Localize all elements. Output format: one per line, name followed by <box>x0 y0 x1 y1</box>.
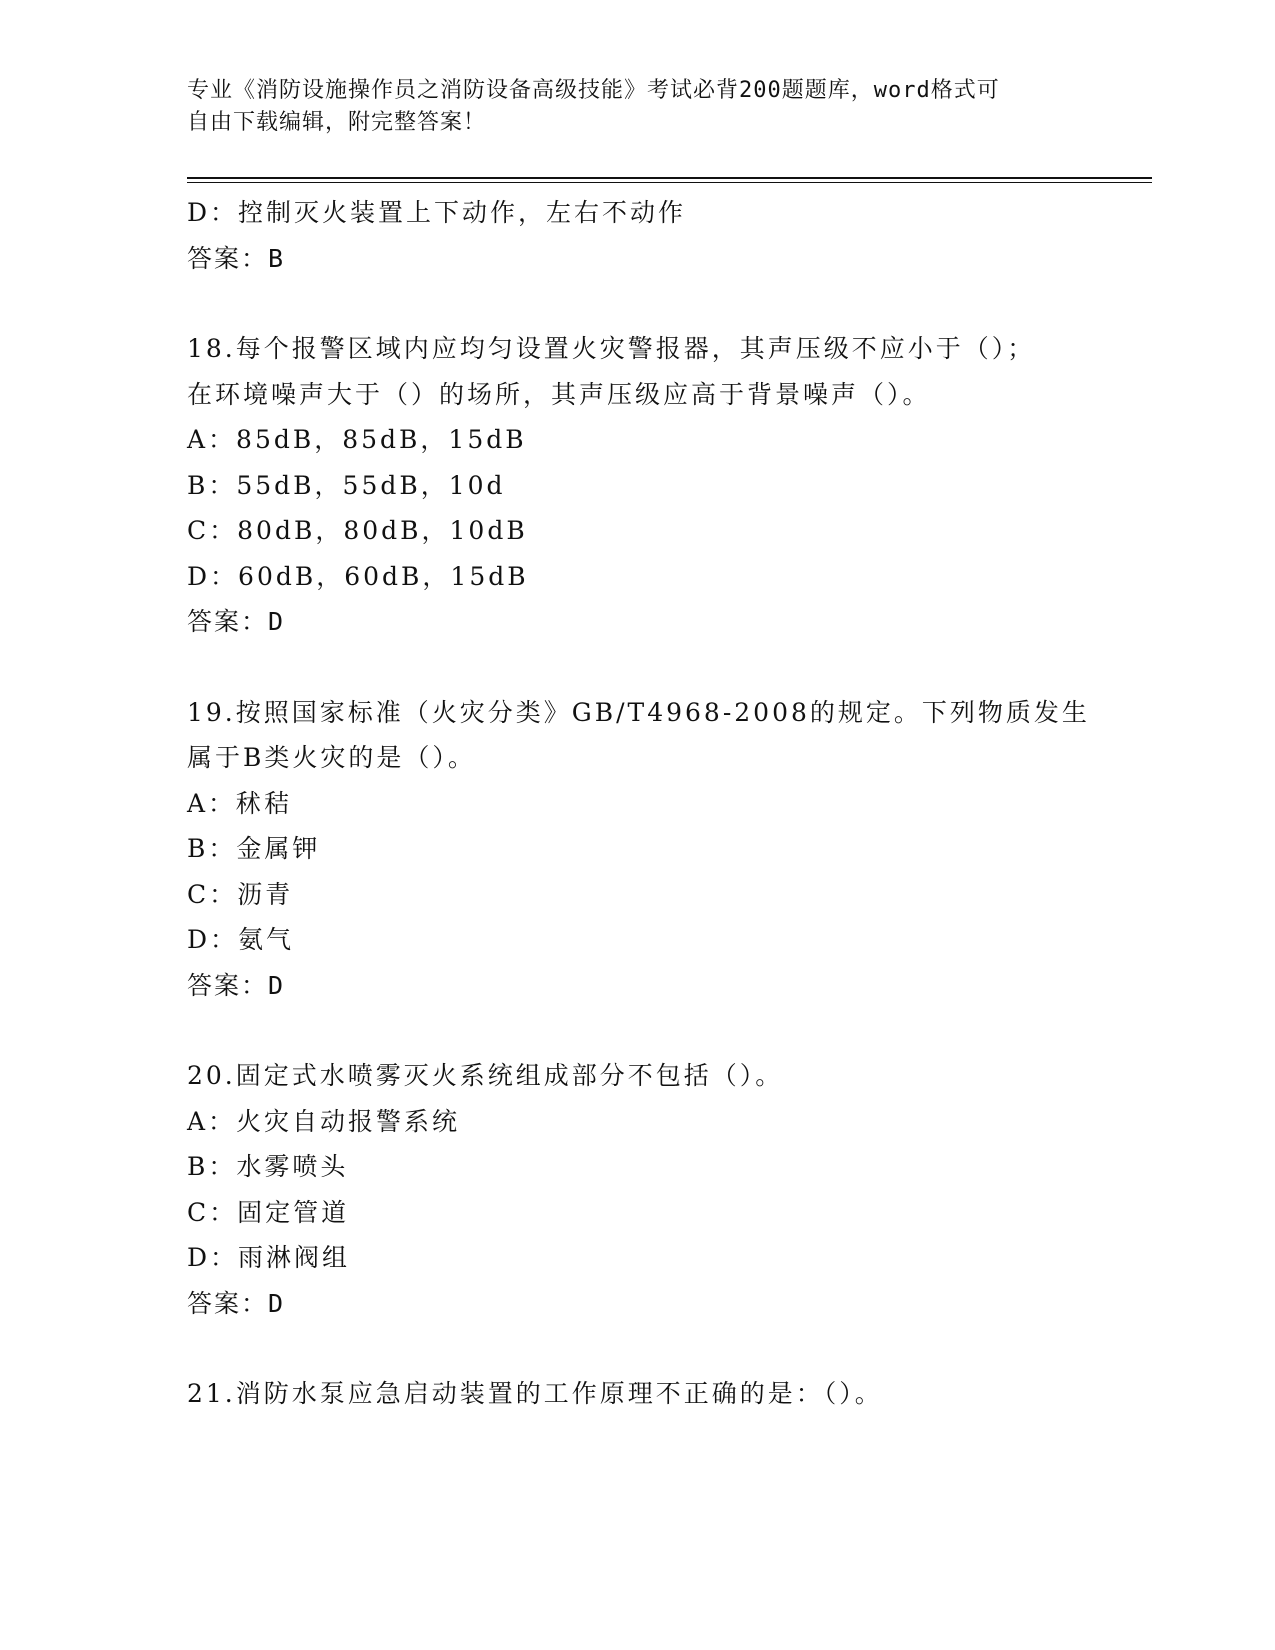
spacer <box>187 645 1152 690</box>
spacer <box>187 1326 1152 1371</box>
prev-answer: 答案：B <box>187 243 286 273</box>
question-20-option-d: D：雨淋阀组 <box>187 1243 351 1272</box>
question-18-option-b: B：55dB，55dB，10d <box>187 470 506 500</box>
question-18-option-d: D：60dB，60dB，15dB <box>187 561 529 591</box>
question-20-option-b: B：水雾喷头 <box>187 1152 349 1181</box>
document-header <box>187 75 1067 139</box>
header-divider-thin <box>187 182 1152 183</box>
question-18-answer: 答案：D <box>187 607 286 636</box>
question-20 <box>187 1053 1152 1326</box>
question-20-answer: 答案：D <box>187 1288 286 1318</box>
question-19-option-b: B：金属钾 <box>187 834 321 863</box>
question-18-stem-line-1: 18.每个报警区域内应均匀设置火灾警报器，其声压级不应小于（）； <box>187 334 1036 363</box>
question-21-stem-line-1: 21.消防水泵应急启动装置的工作原理不正确的是：（）。 <box>187 1379 883 1408</box>
question-20-stem-line-1: 20.固定式水喷雾灭火系统组成部分不包括（）。 <box>187 1061 784 1090</box>
question-19-option-c: C：沥青 <box>187 879 294 909</box>
question-19 <box>187 690 1152 1009</box>
question-list <box>187 190 1152 1417</box>
spacer <box>187 1008 1152 1053</box>
question-21 <box>187 1371 1152 1417</box>
question-19-option-a: A：秫秸 <box>187 788 293 818</box>
question-18-option-c: C：80dB，80dB，10dB <box>187 516 528 545</box>
question-18-option-a: A：85dB，85dB，15dB <box>187 425 527 454</box>
question-19-stem-line-1: 19.按照国家标准（火灾分类》GB/T4968-2008的规定。下列物质发生 <box>187 697 1090 727</box>
question-19-stem-line-2: 属于B类火灾的是（）。 <box>187 743 476 772</box>
header-line-2: 自由下载编辑，附完整答案！ <box>187 110 487 135</box>
question-18-stem-line-2: 在环境噪声大于（）的场所，其声压级应高于背景噪声（）。 <box>187 379 931 409</box>
question-19-option-d: D：氨气 <box>187 925 295 954</box>
question-20-option-a: A：火灾自动报警系统 <box>187 1106 461 1136</box>
question-19-answer: 答案：D <box>187 970 286 1000</box>
header-line-1: 专业《消防设施操作员之消防设备高级技能》考试必背200题题库，word格式可 <box>187 78 1000 103</box>
question-20-option-c: C：固定管道 <box>187 1197 350 1227</box>
prev-option-d: D：控制灭火装置上下动作，左右不动作 <box>187 198 687 227</box>
spacer <box>187 281 1152 326</box>
question-18 <box>187 326 1152 645</box>
header-divider-thick <box>187 177 1152 179</box>
